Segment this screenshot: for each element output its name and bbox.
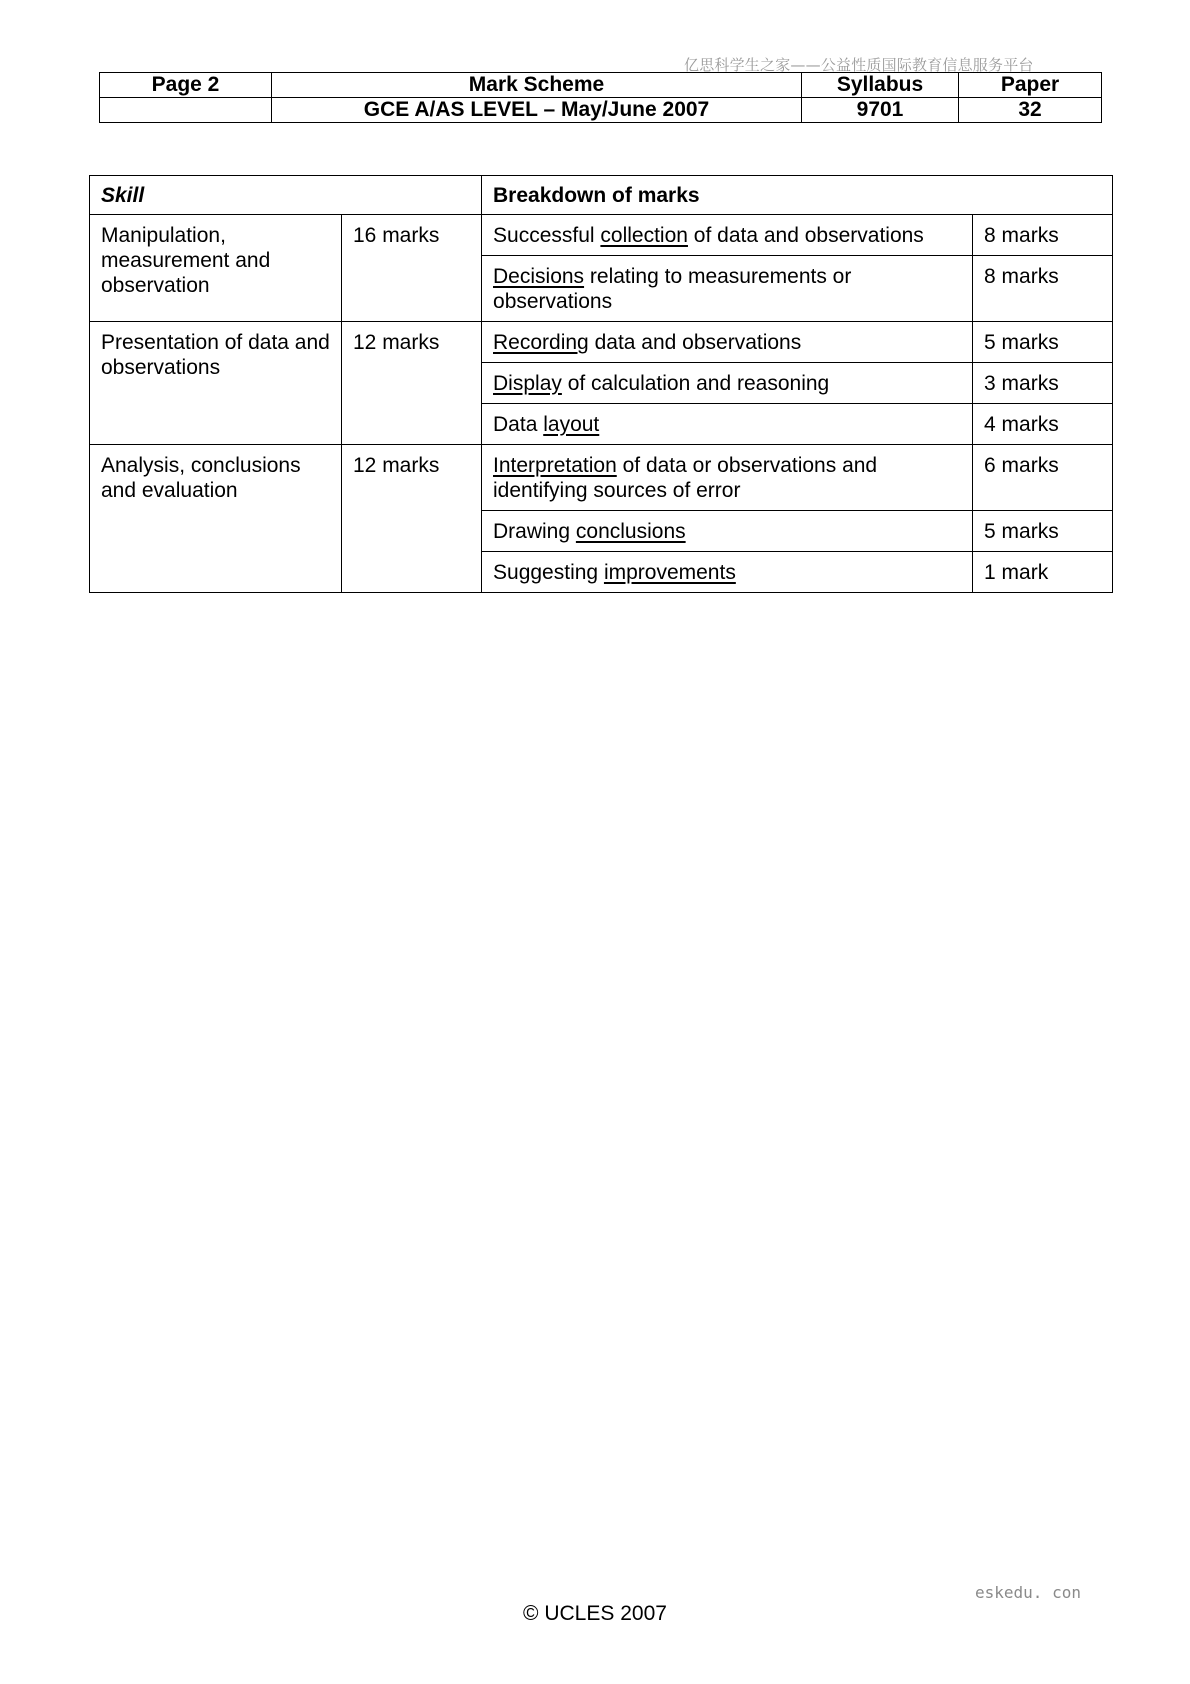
breakdown-item: Decisions relating to measurements or observations: [482, 256, 973, 322]
paper-label: Paper: [959, 73, 1102, 98]
breakdown-item: Suggesting improvements: [482, 552, 973, 593]
skills-header-row: [90, 176, 1113, 215]
paper-number: 32: [959, 98, 1102, 123]
breakdown-item: Data layout: [482, 404, 973, 445]
breakdown-item: Drawing conclusions: [482, 511, 973, 552]
syllabus-code: 9701: [802, 98, 959, 123]
skill-name: Manipulation, measurement and observation: [90, 215, 342, 322]
syllabus-label: Syllabus: [802, 73, 959, 98]
header-empty-cell: [100, 98, 272, 123]
exam-title: GCE A/AS LEVEL – May/June 2007: [272, 98, 802, 123]
breakdown-marks: 6 marks: [973, 445, 1113, 511]
header-table: [99, 72, 1102, 123]
breakdown-marks: 1 mark: [973, 552, 1113, 593]
breakdown-marks: 8 marks: [973, 215, 1113, 256]
breakdown-item: Successful collection of data and observations: [482, 215, 973, 256]
breakdown-marks: 4 marks: [973, 404, 1113, 445]
document-title: Mark Scheme: [272, 73, 802, 98]
page-number: Page 2: [100, 73, 272, 98]
breakdown-item: Interpretation of data or observations and identifying sources of error: [482, 445, 973, 511]
header-row-1: [100, 73, 1102, 98]
breakdown-item: Recording data and observations: [482, 322, 973, 363]
skill-marks: 12 marks: [342, 445, 482, 593]
skill-column-header: Skill: [90, 176, 482, 215]
skill-marks: 16 marks: [342, 215, 482, 322]
skill-marks: 12 marks: [342, 322, 482, 445]
breakdown-marks: 3 marks: [973, 363, 1113, 404]
table-row: [90, 215, 1113, 256]
copyright-footer: © UCLES 2007: [523, 1602, 667, 1625]
skill-name: Analysis, conclusions and evaluation: [90, 445, 342, 593]
table-row: [90, 445, 1113, 511]
table-row: [90, 322, 1113, 363]
watermark-bottom: eskedu. con: [975, 1583, 1081, 1602]
skill-name: Presentation of data and observations: [90, 322, 342, 445]
header-row-2: [100, 98, 1102, 123]
breakdown-item: Display of calculation and reasoning: [482, 363, 973, 404]
breakdown-marks: 8 marks: [973, 256, 1113, 322]
watermark-top: 亿思科学生之家——公益性质国际教育信息服务平台: [684, 56, 1034, 74]
skills-table: [89, 175, 1113, 593]
breakdown-column-header: Breakdown of marks: [482, 176, 1113, 215]
breakdown-marks: 5 marks: [973, 322, 1113, 363]
breakdown-marks: 5 marks: [973, 511, 1113, 552]
